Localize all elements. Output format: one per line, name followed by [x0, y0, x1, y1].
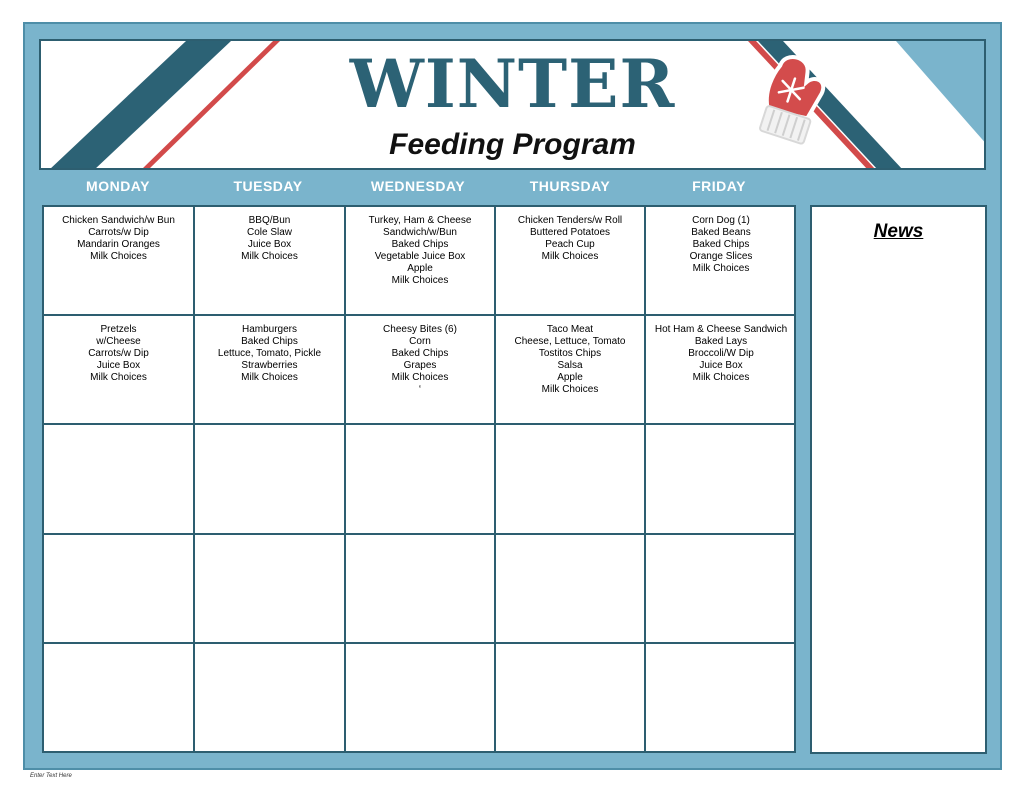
day-label-wednesday: WEDNESDAY: [370, 178, 466, 194]
menu-item: Orange Slices: [689, 251, 753, 262]
menu-item: Strawberries: [241, 360, 298, 371]
news-panel: [810, 205, 987, 754]
menu-item: Apple: [407, 263, 433, 274]
menu-cell-week2-wednesday: [346, 316, 496, 425]
menu-item: Juice Box: [247, 239, 292, 250]
menu-cell-week5-wednesday: [346, 644, 496, 753]
menu-cell-week2-friday: [646, 316, 796, 425]
menu-item: Peach Cup: [545, 239, 595, 250]
menu-item: BBQ/Bun: [248, 215, 291, 226]
menu-cell-week4-monday: [44, 535, 195, 644]
day-label-tuesday: TUESDAY: [233, 178, 303, 194]
menu-item: Milk Choices: [692, 263, 750, 274]
menu-item: Chicken Sandwich/w Bun: [62, 215, 175, 226]
menu-item: Milk Choices: [241, 372, 298, 383]
menu-item: Cheese, Lettuce, Tomato: [514, 336, 626, 347]
menu-cell-week3-wednesday: [346, 425, 496, 535]
menu-cell-week4-tuesday: [195, 535, 346, 644]
menu-item: Tostitos Chips: [538, 348, 602, 359]
menu-item: Baked Beans: [691, 227, 751, 238]
menu-item: Hamburgers: [241, 324, 298, 335]
mitten-icon: [738, 53, 858, 163]
menu-item: Corn Dog (1): [692, 215, 750, 226]
menu-item: Chicken Tenders/w Roll: [517, 215, 623, 226]
menu-item: Baked Chips: [391, 348, 449, 359]
weekday-header: [43, 178, 796, 198]
menu-cell-week5-thursday: [496, 644, 646, 753]
menu-item: ‘: [418, 384, 422, 395]
menu-calendar-grid: [42, 205, 796, 753]
menu-item: Turkey, Ham & Cheese: [368, 215, 472, 226]
menu-cell-week1-wednesday: [346, 207, 496, 316]
menu-item: Hot Ham & Cheese Sandwich: [654, 324, 788, 335]
menu-cell-week5-tuesday: [195, 644, 346, 753]
menu-cell-week2-thursday: [496, 316, 646, 425]
menu-item: Cole Slaw: [246, 227, 293, 238]
menu-cell-week3-thursday: [496, 425, 646, 535]
menu-item: Milk Choices: [541, 384, 599, 395]
news-title: News: [873, 221, 924, 242]
page-subtitle: Feeding Program: [389, 128, 636, 161]
day-label-monday: MONDAY: [86, 178, 150, 194]
menu-item: Milk Choices: [541, 251, 599, 262]
menu-cell-week2-tuesday: [195, 316, 346, 425]
menu-item: Juice Box: [96, 360, 141, 371]
menu-item: Milk Choices: [692, 372, 750, 383]
menu-item: Milk Choices: [90, 372, 147, 383]
menu-cell-week5-friday: [646, 644, 796, 753]
page-title: WINTER: [349, 45, 676, 123]
menu-cell-week3-friday: [646, 425, 796, 535]
footer-note: Enter Text Here: [30, 773, 72, 779]
menu-item: Corn: [409, 336, 431, 347]
menu-cell-week1-tuesday: [195, 207, 346, 316]
menu-item: Buttered Potatoes: [529, 227, 611, 238]
menu-cell-week1-thursday: [496, 207, 646, 316]
menu-item: Salsa: [557, 360, 583, 371]
menu-item: Milk Choices: [241, 251, 298, 262]
menu-item: Taco Meat: [546, 324, 594, 335]
day-label-thursday: THURSDAY: [529, 178, 611, 194]
menu-cell-week1-monday: [44, 207, 195, 316]
day-label-friday: FRIDAY: [692, 178, 746, 194]
header-banner: [39, 39, 986, 170]
menu-item: Milk Choices: [391, 372, 449, 383]
menu-item: Milk Choices: [391, 275, 449, 286]
menu-item: Broccoli/W Dip: [688, 348, 754, 359]
menu-item: Sandwich/w/Bun: [383, 227, 457, 238]
menu-item: Apple: [557, 372, 583, 383]
menu-item: Baked Chips: [241, 336, 298, 347]
menu-item: w/Cheese: [96, 336, 141, 347]
menu-item: Baked Chips: [692, 239, 750, 250]
menu-item: Grapes: [403, 360, 437, 371]
menu-item: Milk Choices: [90, 251, 147, 262]
menu-item: Carrots/w Dip: [88, 348, 149, 359]
menu-item: Baked Chips: [391, 239, 449, 250]
menu-item: Carrots/w Dip: [88, 227, 149, 238]
menu-item: Juice Box: [699, 360, 743, 371]
menu-cell-week4-thursday: [496, 535, 646, 644]
menu-cell-week3-monday: [44, 425, 195, 535]
menu-item: Mandarin Oranges: [77, 239, 160, 250]
menu-item: Pretzels: [100, 324, 137, 335]
menu-cell-week4-friday: [646, 535, 796, 644]
menu-item: Cheesy Bites (6): [383, 324, 457, 335]
menu-cell-week2-monday: [44, 316, 195, 425]
menu-cell-week4-wednesday: [346, 535, 496, 644]
menu-item: Baked Lays: [694, 336, 748, 347]
menu-item: Vegetable Juice Box: [374, 251, 466, 262]
menu-cell-week3-tuesday: [195, 425, 346, 535]
menu-cell-week1-friday: [646, 207, 796, 316]
menu-cell-week5-monday: [44, 644, 195, 753]
menu-item: Lettuce, Tomato, Pickle: [217, 348, 322, 359]
